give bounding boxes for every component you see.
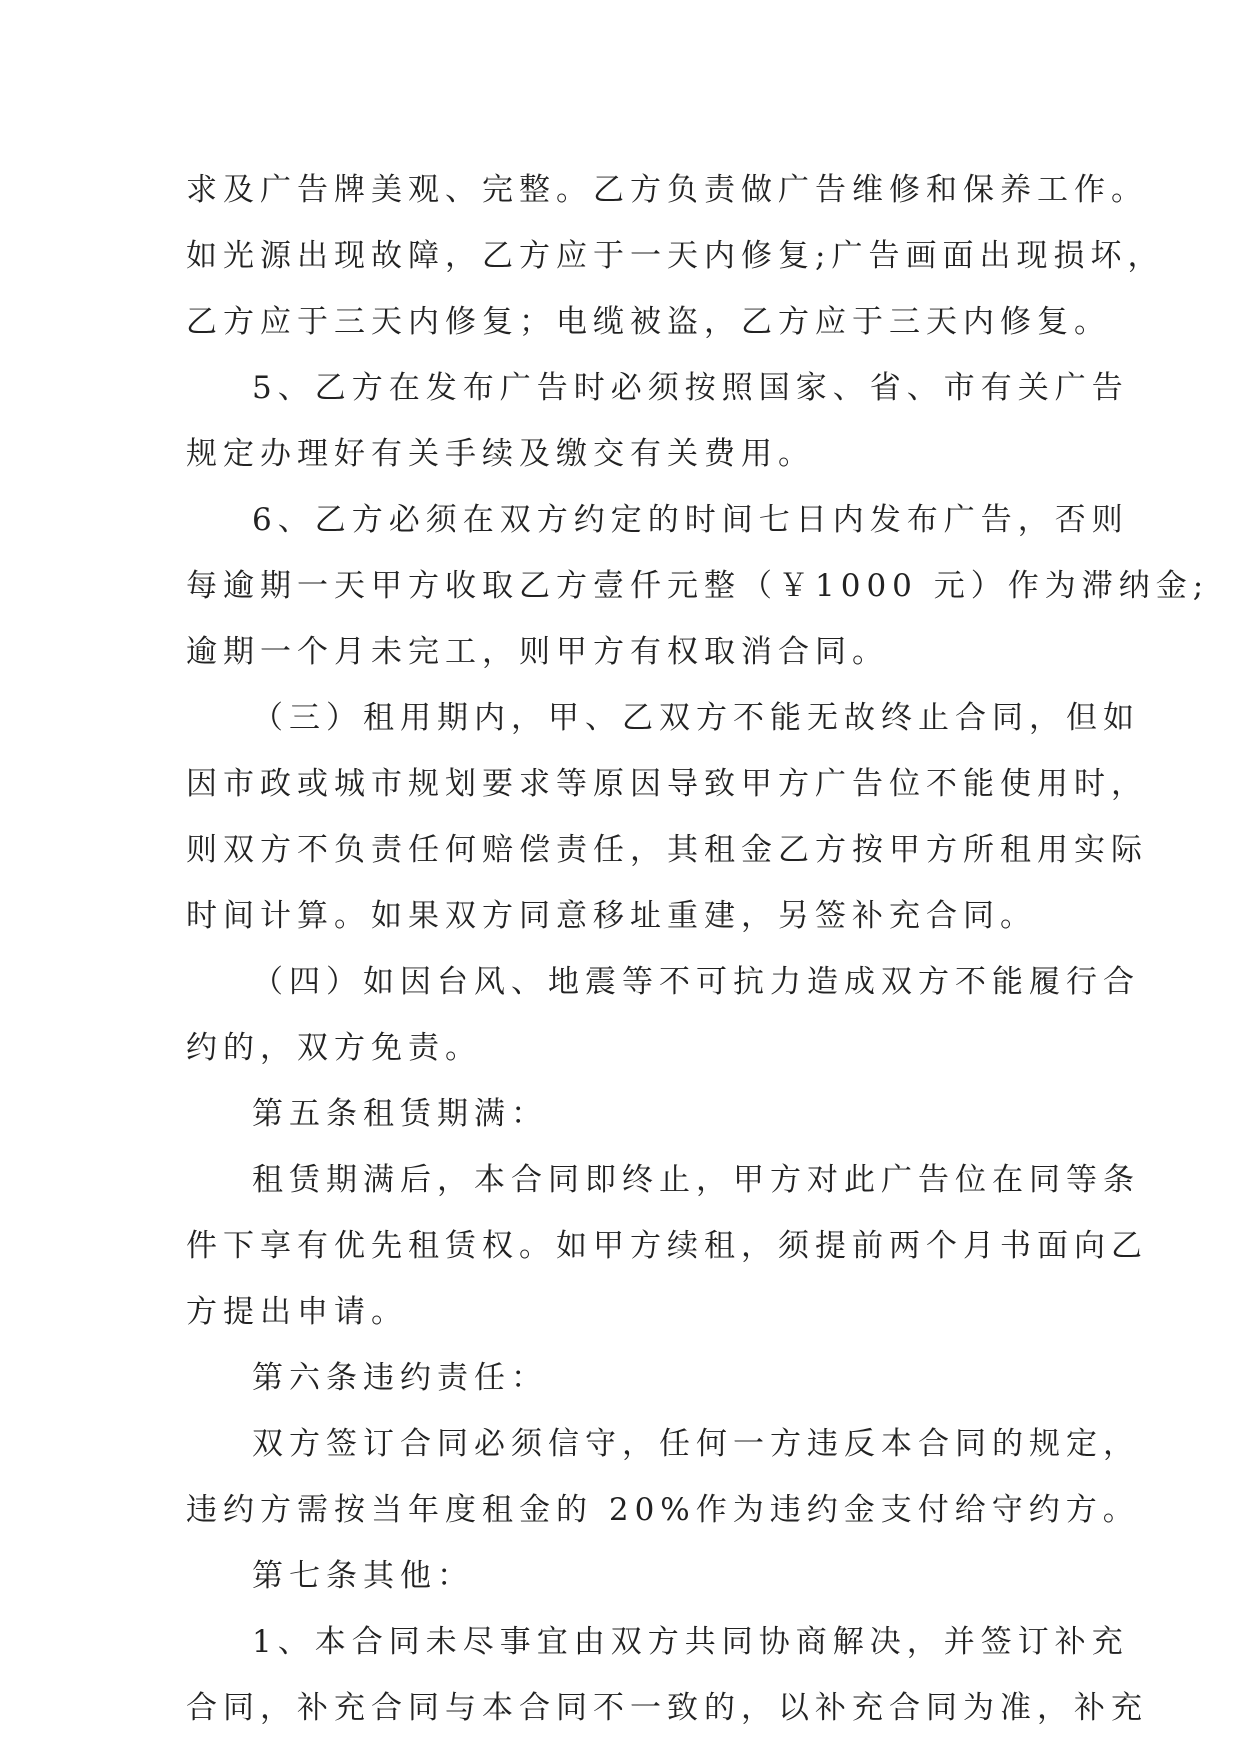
text-line: 则双方不负责任何赔偿责任，其租金乙方按甲方所租用实际: [186, 832, 1148, 868]
text-line: 5、乙方在发布广告时必须按照国家、省、市有关广告: [252, 370, 1129, 406]
section-heading: 第七条其他：: [252, 1558, 474, 1594]
text-line: 双方签订合同必须信守，任何一方违反本合同的规定，: [252, 1426, 1140, 1462]
text-line: 如光源出现故障，乙方应于一天内修复;广告画面出现损坏，: [186, 238, 1165, 274]
text-line: 乙方应于三天内修复；电缆被盗，乙方应于三天内修复。: [186, 304, 1111, 340]
text-line: 逾期一个月未完工，则甲方有权取消合同。: [186, 634, 889, 670]
text-line: 求及广告牌美观、完整。乙方负责做广告维修和保养工作。: [186, 172, 1148, 208]
text-line: 件下享有优先租赁权。如甲方续租，须提前两个月书面向乙: [186, 1228, 1148, 1264]
text-line: 方提出申请。: [186, 1294, 408, 1330]
text-line: 1、本合同未尽事宜由双方共同协商解决，并签订补充: [252, 1624, 1129, 1660]
text-line: 约的，双方免责。: [186, 1030, 482, 1066]
text-line: （四）如因台风、地震等不可抗力造成双方不能履行合: [252, 964, 1140, 1000]
section-heading: 第六条违约责任：: [252, 1360, 548, 1396]
text-line: 因市政或城市规划要求等原因导致甲方广告位不能使用时，: [186, 766, 1148, 802]
text-line: 每逾期一天甲方收取乙方壹仟元整（￥1000 元）作为滞纳金;: [186, 568, 1210, 604]
section-heading: 第五条租赁期满：: [252, 1096, 548, 1132]
text-line: 规定办理好有关手续及缴交有关费用。: [186, 436, 815, 472]
text-line: 违约方需按当年度租金的 20%作为违约金支付给守约方。: [186, 1492, 1140, 1528]
text-line: （三）租用期内，甲、乙双方不能无故终止合同，但如: [252, 700, 1140, 736]
text-line: 合同，补充合同与本合同不一致的，以补充合同为准，补充: [186, 1690, 1148, 1726]
text-line: 租赁期满后，本合同即终止，甲方对此广告位在同等条: [252, 1162, 1140, 1198]
text-line: 时间计算。如果双方同意移址重建，另签补充合同。: [186, 898, 1037, 934]
contract-body-text: [186, 157, 1210, 1741]
text-line: 6、乙方必须在双方约定的时间七日内发布广告，否则: [252, 502, 1129, 538]
